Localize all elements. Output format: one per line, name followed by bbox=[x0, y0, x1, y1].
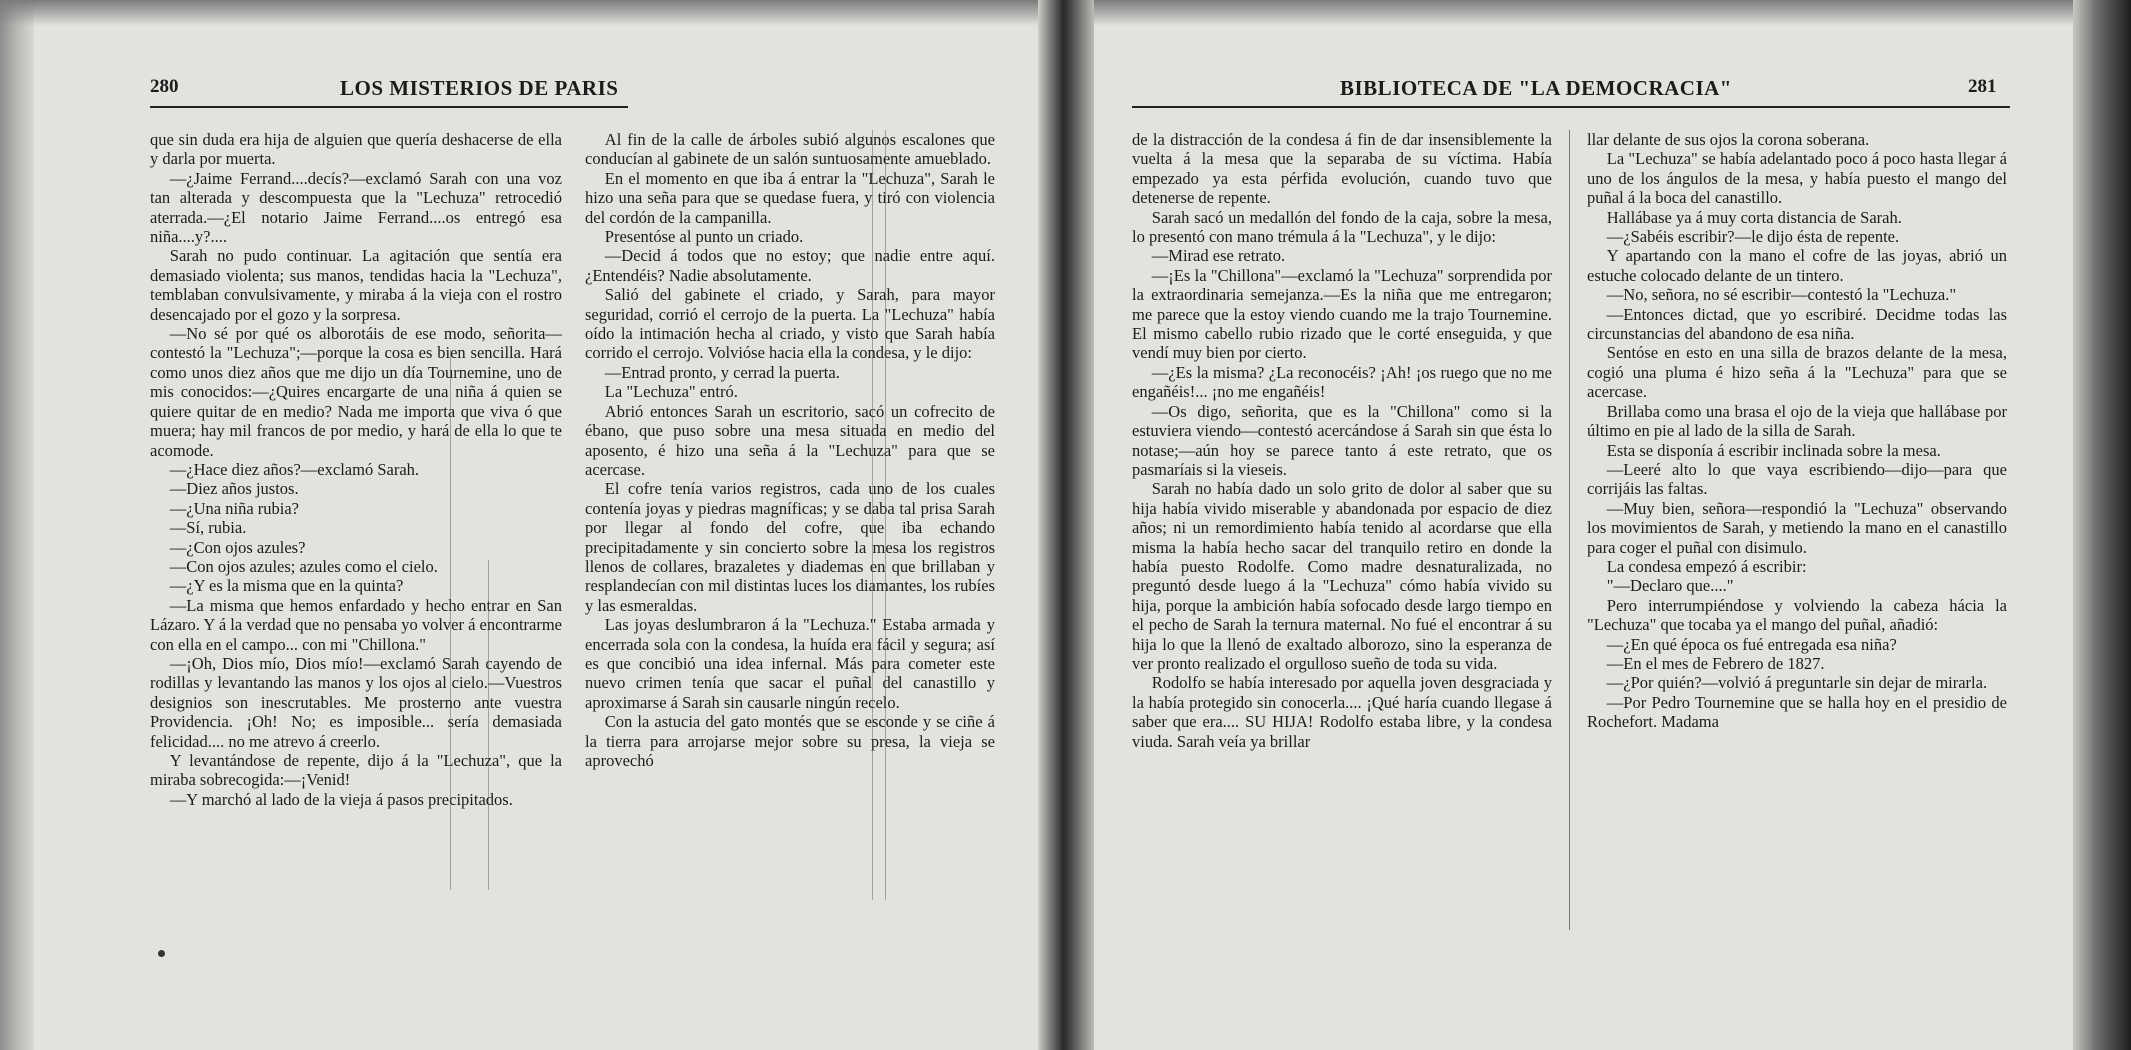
left-page-header bbox=[150, 76, 1000, 102]
paragraph: —La misma que hemos enfardado y hecho entrar en San Lázaro. Y á la verdad que no pensaba yo volver á encontrarme con ella en el campo... con mi "Chillona." bbox=[150, 595, 563, 654]
paragraph: Salió del gabinete el criado, y Sarah, para mayor seguridad, corrió el cerrojo de la puerta. La "Lechuza" había oído la intimación hecha al criado, y visto que Sarah había corrido el cerrojo. Volvióse hacia ella la condesa, y le dijo: bbox=[585, 285, 995, 363]
paragraph: "—Declaro que...." bbox=[1606, 576, 1734, 596]
paragraph: —Por Pedro Tournemine que se halla hoy en el presidio de Rochefort. Madama bbox=[1587, 692, 2007, 732]
left-page bbox=[150, 0, 1000, 1050]
paragraph: —No, señora, no sé escribir—contestó la "Lechuza." bbox=[1606, 285, 1957, 305]
paragraph: —Entrad pronto, y cerrad la puerta. bbox=[604, 362, 840, 382]
paragraph: Al fin de la calle de árboles subió algunos escalones que conducían al gabinete de un salón suntuosamente amueblado. bbox=[585, 130, 995, 169]
paragraph: —No sé por qué os alborotáis de ese modo, señorita—contestó la "Lechuza";—porque la cosa es bien sencilla. Hará como unos diez años que me dijo un día Tournemine, uno de mis conocidos:—¿Quires encargarte de una niña á quien se quiere quitar de en medio? Nada me importa que viva ó que muera; hay mil francos de por medio, y hará de ella lo que te acomode. bbox=[150, 324, 562, 460]
right-page-column-1 bbox=[1132, 130, 1552, 751]
scan-artifact-line bbox=[450, 350, 451, 890]
page-number: 281 bbox=[1968, 76, 1997, 97]
scan-artifact-line bbox=[488, 560, 489, 890]
paragraph: Con la astucia del gato montés que se esconde y se ciñe á la tierra para arrojarse mejor sobre su presa, la vieja se aprovechó bbox=[585, 712, 995, 770]
paragraph: Sarah no pudo continuar. La agitación que sentía era demasiado violenta; sus manos, tendidas hacia la "Lechuza", temblaban convulsivamente, y miraba á la vieja con el rostro desencajado por el gozo y la sorpresa. bbox=[150, 246, 562, 324]
paragraph: —¡Oh, Dios mío, Dios mío!—exclamó Sarah cayendo de rodillas y levantando las manos y los ojos al cielo.—Vuestros designios son inescrutables. Me prosterno ante vuestra Providencia. ¡Oh! No; es imposible... sería demasiada felicidad.... no me atrevo á creerlo. bbox=[150, 653, 562, 751]
paragraph: Y apartando con la mano el cofre de las joyas, abrió un estuche colocado delante de un tintero. bbox=[1587, 246, 2007, 285]
scan-artifact-line bbox=[872, 130, 873, 900]
paragraph: —¿Por quién?—volvió á preguntarle sin dejar de mirarla. bbox=[1606, 673, 1988, 693]
paragraph: —Diez años justos. bbox=[169, 479, 299, 499]
right-page-edge bbox=[2073, 0, 2131, 1050]
paragraph: —¿En qué época os fué entregada esa niña? bbox=[1606, 634, 1897, 654]
paragraph: —¿Sabéis escribir?—le dijo ésta de repente. bbox=[1606, 227, 1900, 247]
paragraph: —¿Hace diez años?—exclamó Sarah. bbox=[169, 459, 420, 479]
paragraph: Sarah no había dado un solo grito de dolor al saber que su hija había vivido miserable y abandonada por espacio de diez años; ni un remordimiento había tenido al acordarse que ella misma la había hecho sacar del tranquilo retiro en donde la había puesto Rodolfe. Como madre desnaturalizada, no preguntó desde luego á la "Lechuza" cómo había vivido su hija, porque la ambición había sofocado desde largo tiempo en el pecho de Sarah la ternura maternal. No fué el encontrar á su hija lo que la llenó de exaltado alborozo, sino la esperanza de ver pronto realizado el orgulloso sueño de toda su vida. bbox=[1132, 479, 1552, 673]
paragraph: —Leeré alto lo que vaya escribiendo—dijo—para que corrijáis las faltas. bbox=[1587, 459, 2007, 499]
book-gutter bbox=[1038, 0, 1094, 1050]
running-title: BIBLIOTECA DE "LA DEMOCRACIA" bbox=[1340, 76, 1732, 100]
paragraph: En el momento en que iba á entrar la "Lechuza", Sarah le hizo una seña para que se quedase fuera, y tiró con violencia del cordón de la campanilla. bbox=[585, 168, 995, 227]
right-page-column-2 bbox=[1587, 130, 2007, 732]
paragraph: Sentóse en esto en una silla de brazos delante de la mesa, cogió una pluma é hizo seña á la "Lechuza" para que se acercase. bbox=[1587, 343, 2007, 402]
page-number: 280 bbox=[150, 76, 179, 97]
paragraph: El cofre tenía varios registros, cada uno de los cuales contenía joyas y piedras magníficas; y se daba tal prisa Sarah por llegar al fondo del cofre, que iba echando precipitadamente y sin concierto sobre la mesa los registros llenos de collares, brazaletes y diademas en que brillaban y resplandecían con mil distintas luces los diamantes, los rubíes y las esmeraldas. bbox=[585, 479, 995, 615]
paragraph: Y levantándose de repente, dijo á la "Lechuza", que la miraba sobrecogida:—¡Venid! bbox=[150, 751, 562, 790]
header-rule bbox=[1132, 106, 2010, 108]
paragraph: de la distracción de la condesa á fin de dar insensiblemente la vuelta á la mesa que la separaba de su víctima. Había empezado ya esta pérfida evolución, cuando tuvo que detenerse de repente. bbox=[1132, 130, 1552, 208]
paragraph: —¿Es la misma? ¿La reconocéis? ¡Ah! ¡os ruego que no me engañéis!... ¡no me engañéis! bbox=[1132, 362, 1552, 402]
paragraph: —Entonces dictad, que yo escribiré. Decidme todas las circunstancias del abandono de esa niña. bbox=[1587, 304, 2007, 344]
paragraph: —Decid á todos que no estoy; que nadie entre aquí. ¿Entendéis? Nadie absolutamente. bbox=[585, 246, 995, 285]
paragraph: —En el mes de Febrero de 1827. bbox=[1606, 653, 1825, 673]
paragraph: —Os digo, señorita, que es la "Chillona" como si la estuviera viendo—contestó acercándose á Sarah sin que ésta lo notase;—aún hoy se parece tanto á este retrato, que os pasmaríais si la vieseis. bbox=[1132, 401, 1552, 479]
paragraph: que sin duda era hija de alguien que quería deshacerse de ella y darla por muerta. bbox=[150, 130, 562, 169]
paragraph: —Muy bien, señora—respondió la "Lechuza" observando los movimientos de Sarah, y metiendo la mano en el canastillo para coger el puñal con disimulo. bbox=[1587, 498, 2007, 557]
right-page bbox=[1132, 0, 2032, 1050]
left-page-edge bbox=[0, 0, 34, 1050]
paragraph: —¿Jaime Ferrand....decís?—exclamó Sarah con una voz tan alterada y descompuesta que la "Lechuza" retrocedió aterrada.—¿El notario Jaime Ferrand....os entregó esa niña....y?.... bbox=[150, 168, 562, 247]
paragraph: Presentóse al punto un criado. bbox=[604, 227, 804, 247]
paragraph: —Con ojos azules; azules como el cielo. bbox=[169, 556, 438, 576]
paragraph: —Sí, rubia. bbox=[169, 518, 247, 538]
paragraph: Sarah sacó un medallón del fondo de la caja, sobre la mesa, lo presentó con mano trémula á la "Lechuza", y le dijo: bbox=[1132, 207, 1552, 247]
column-divider bbox=[1569, 130, 1570, 930]
paragraph: Hallábase ya á muy corta distancia de Sarah. bbox=[1606, 207, 1902, 227]
running-title: LOS MISTERIOS DE PARIS bbox=[340, 76, 619, 100]
paragraph: —¡Es la "Chillona"—exclamó la "Lechuza" sorprendida por la extraordinaria semejanza.—Es la niña que me entregaron; me parece que la estoy viendo cuando me la trajo Tournemine. El mismo cabello rubio rizado que le corté enseguida, y que vendí muy bien por cierto. bbox=[1132, 265, 1552, 363]
paragraph: Brillaba como una brasa el ojo de la vieja que hallábase por último en pie al lado de la silla de Sarah. bbox=[1587, 401, 2007, 441]
ink-dot bbox=[158, 950, 165, 957]
paragraph: La condesa empezó á escribir: bbox=[1606, 556, 1807, 576]
paragraph: llar delante de sus ojos la corona soberana. bbox=[1587, 130, 1870, 149]
paragraph: Esta se disponía á escribir inclinada sobre la mesa. bbox=[1606, 440, 1941, 460]
paragraph: —¿Y es la misma que en la quinta? bbox=[169, 576, 404, 596]
paragraph: Abrió entonces Sarah un escritorio, sacó un cofrecito de ébano, que puso sobre una mesa situada en medio del aposento, é hizo una seña á la "Lechuza" para que se acercase. bbox=[585, 401, 995, 479]
right-page-header bbox=[1132, 76, 2032, 102]
paragraph: Pero interrumpiéndose y volviendo la cabeza hácia la "Lechuza" que tocaba ya el mango del puñal, añadió: bbox=[1587, 595, 2007, 635]
scan-artifact-line bbox=[885, 130, 886, 900]
paragraph: La "Lechuza" se había adelantado poco á poco hasta llegar á uno de los ángulos de la mesa, y había puesto el mango del puñal á la boca del canastillo. bbox=[1587, 149, 2007, 208]
header-rule bbox=[150, 106, 628, 108]
paragraph: —¿Una niña rubia? bbox=[169, 498, 299, 518]
paragraph: Las joyas deslumbraron á la "Lechuza." Estaba armada y encerrada sola con la condesa, la huída era fácil y segura; así es que concibió una idea infernal. Más para cometer este nuevo crimen tenía que sacar el puñal del canastillo y aproximarse á Sarah sin causarle ningún recelo. bbox=[585, 615, 995, 712]
left-page-column-2 bbox=[585, 130, 995, 770]
paragraph: —Y marchó al lado de la vieja á pasos precipitados. bbox=[169, 789, 513, 809]
paragraph: —¿Con ojos azules? bbox=[169, 537, 306, 557]
left-page-column-1 bbox=[150, 130, 562, 809]
paragraph: Rodolfo se había interesado por aquella joven desgraciada y la había protegido sin conocerla.... ¡Qué haría cuando llegase á saber que era.... SU HIJA! Rodolfo estaba libre, y la condesa viuda. Sarah veía ya brillar bbox=[1132, 673, 1552, 751]
paragraph: La "Lechuza" entró. bbox=[604, 382, 738, 402]
paragraph: —Mirad ese retrato. bbox=[1151, 246, 1286, 266]
